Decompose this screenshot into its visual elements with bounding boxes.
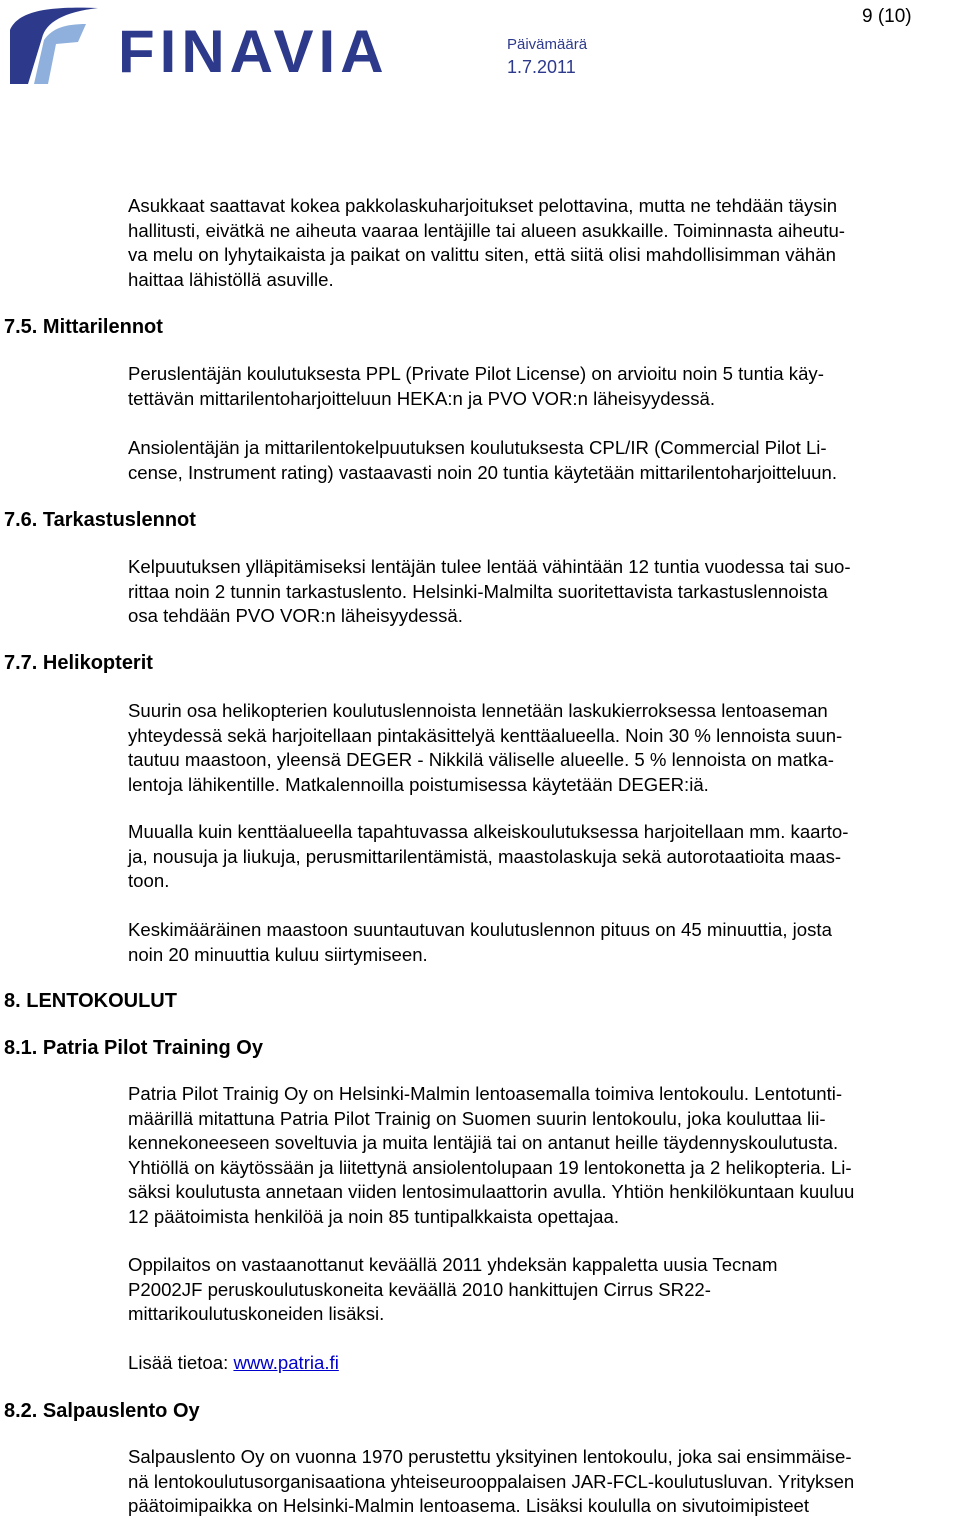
- text-line: säksi koulutusta annetaan viiden lentosimulaattorin avulla. Yhtiön henkilökuntaan kuuluu: [128, 1181, 855, 1202]
- text-line: ja, nousuja ja liukuja, perusmittarilentämistä, maastolaskuja sekä autorotaatioita maas-: [128, 845, 842, 867]
- heading-7-5: 7.5. Mittarilennot: [4, 316, 163, 338]
- text-line: Kelpuutuksen ylläpitämiseksi lentäjän tulee lentää vähintään 12 tuntia vuodessa tai suo-: [128, 556, 851, 577]
- paragraph-salpauslento: [128, 1445, 958, 1519]
- text-line: Suurin osa helikopterien koulutuslennoista lennetään laskukierroksessa lentoaseman: [128, 700, 828, 721]
- paragraph-patria-fleet: [128, 1253, 958, 1327]
- more-info-label: Lisää tietoa:: [128, 1352, 234, 1373]
- text-line: lentoja lähikentille. Matkalennoilla poistumisessa käytetään DEGER:iä.: [128, 773, 709, 795]
- heading-7-7: 7.7. Helikopterit: [4, 652, 153, 674]
- text-line: Salpauslento Oy on vuonna 1970 perustettu yksityinen lentokoulu, joka sai ensimmäise-: [128, 1446, 852, 1467]
- text-line: kennekoneeseen soveltuvia ja muita lentäjiä tai on antanut heille täydennyskoulutusta.: [128, 1132, 839, 1153]
- paragraph-ppl: [128, 362, 958, 411]
- text-line: nä lentokoulutusorganisaationa yhteiseurooppalaisen JAR-FCL-koulutusluvan. Yrityksen: [128, 1470, 855, 1492]
- text-line: cense, Instrument rating) vastaavasti noin 20 tuntia käytetään mittarilentoharjoitteluun.: [128, 461, 838, 483]
- svg-text:FINAVIA: FINAVIA: [118, 18, 389, 85]
- paragraph-landing-practice: [128, 194, 958, 292]
- text-line: 12 päätoimista henkilöä ja noin 85 tuntipalkkaista opettajaa.: [128, 1205, 620, 1227]
- text-line: Patria Pilot Trainig Oy on Helsinki-Malmin lentoasemalla toimiva lentokoulu. Lentotunti-: [128, 1083, 843, 1104]
- paragraph-helicopter-training: [128, 699, 958, 797]
- text-line: hallitusti, eivätkä ne aiheuta vaaraa lentäjille tai alueen asukkaille. Toiminnasta aiheutu-: [128, 219, 845, 241]
- heading-8-2: 8.2. Salpauslento Oy: [4, 1400, 200, 1422]
- text-line: rittaa noin 2 tunnin tarkastuslento. Helsinki-Malmilta suoritettavista tarkastuslennoista: [128, 580, 828, 602]
- finavia-logo: [4, 4, 394, 88]
- text-line: Peruslentäjän koulutuksesta PPL (Private Pilot License) on arvioitu noin 5 tuntia käy-: [128, 363, 824, 384]
- text-line: Yhtiöllä on käytössään ja liitettynä ansiolentolupaan 19 lentokonetta ja 2 helikopteria. Li-: [128, 1156, 852, 1178]
- paragraph-more-info: [128, 1351, 958, 1376]
- text-line: määrillä mitattuna Patria Pilot Trainig on Suomen suurin lentokoulu, joka kouluttaa lii-: [128, 1107, 826, 1129]
- text-line: noin 20 minuuttia kuluu siirtymiseen.: [128, 943, 428, 965]
- paragraph-cpl-ir: [128, 436, 958, 485]
- patria-link[interactable]: www.patria.fi: [233, 1352, 339, 1373]
- text-line: [128, 1351, 958, 1376]
- text-line: P2002JF peruskoulutuskoneita keväällä 2010 hankittujen Cirrus SR22-: [128, 1278, 711, 1300]
- paragraph-check-flights: [128, 555, 958, 629]
- date-label: Päivämäärä: [507, 36, 588, 53]
- text-line: toon.: [128, 870, 170, 891]
- text-line: osa tehdään PVO VOR:n läheisyydessä.: [128, 605, 463, 626]
- text-line: yhteydessä sekä harjoitellaan pintakäsittelyä kenttäalueella. Noin 30 % lennoista suun-: [128, 724, 843, 746]
- text-line: Asukkaat saattavat kokea pakkolaskuharjoitukset pelottavina, mutta ne tehdään täysin: [128, 195, 838, 216]
- paragraph-patria-intro: [128, 1082, 958, 1229]
- paragraph-flight-duration: [128, 918, 958, 967]
- text-line: haittaa lähistöllä asuville.: [128, 268, 334, 290]
- heading-8: 8. LENTOKOULUT: [4, 990, 177, 1012]
- text-line: va melu on lyhytaikaista ja paikat on valittu siten, että siitä olisi mahdollisimman vähän: [128, 244, 836, 265]
- paragraph-basic-training: [128, 820, 958, 894]
- date-value: 1.7.2011: [507, 57, 576, 77]
- text-line: päätoimipaikka on Helsinki-Malmin lentoasema. Lisäksi koululla on sivutoimipisteet: [128, 1495, 810, 1516]
- text-line: tettävän mittarilentoharjoitteluun HEKA:n ja PVO VOR:n läheisyydessä.: [128, 387, 716, 409]
- text-line: Keskimääräinen maastoon suuntautuvan koulutuslennon pituus on 45 minuuttia, josta: [128, 919, 832, 940]
- text-line: mittarikoulutuskoneiden lisäksi.: [128, 1303, 385, 1324]
- text-line: tautuu maastoon, yleensä DEGER - Nikkilä väliselle alueelle. 5 % lennoista on matka-: [128, 749, 834, 770]
- heading-8-1: 8.1. Patria Pilot Training Oy: [4, 1037, 263, 1059]
- page-number: 9 (10): [862, 6, 912, 27]
- text-line: Muualla kuin kenttäalueella tapahtuvassa alkeiskoulutuksessa harjoitellaan mm. kaarto-: [128, 821, 849, 842]
- text-line: Oppilaitos on vastaanottanut keväällä 2011 yhdeksän kappaletta uusia Tecnam: [128, 1254, 778, 1275]
- text-line: Ansiolentäjän ja mittarilentokelpuutuksen koulutuksesta CPL/IR (Commercial Pilot Li-: [128, 437, 827, 458]
- heading-7-6: 7.6. Tarkastuslennot: [4, 509, 196, 531]
